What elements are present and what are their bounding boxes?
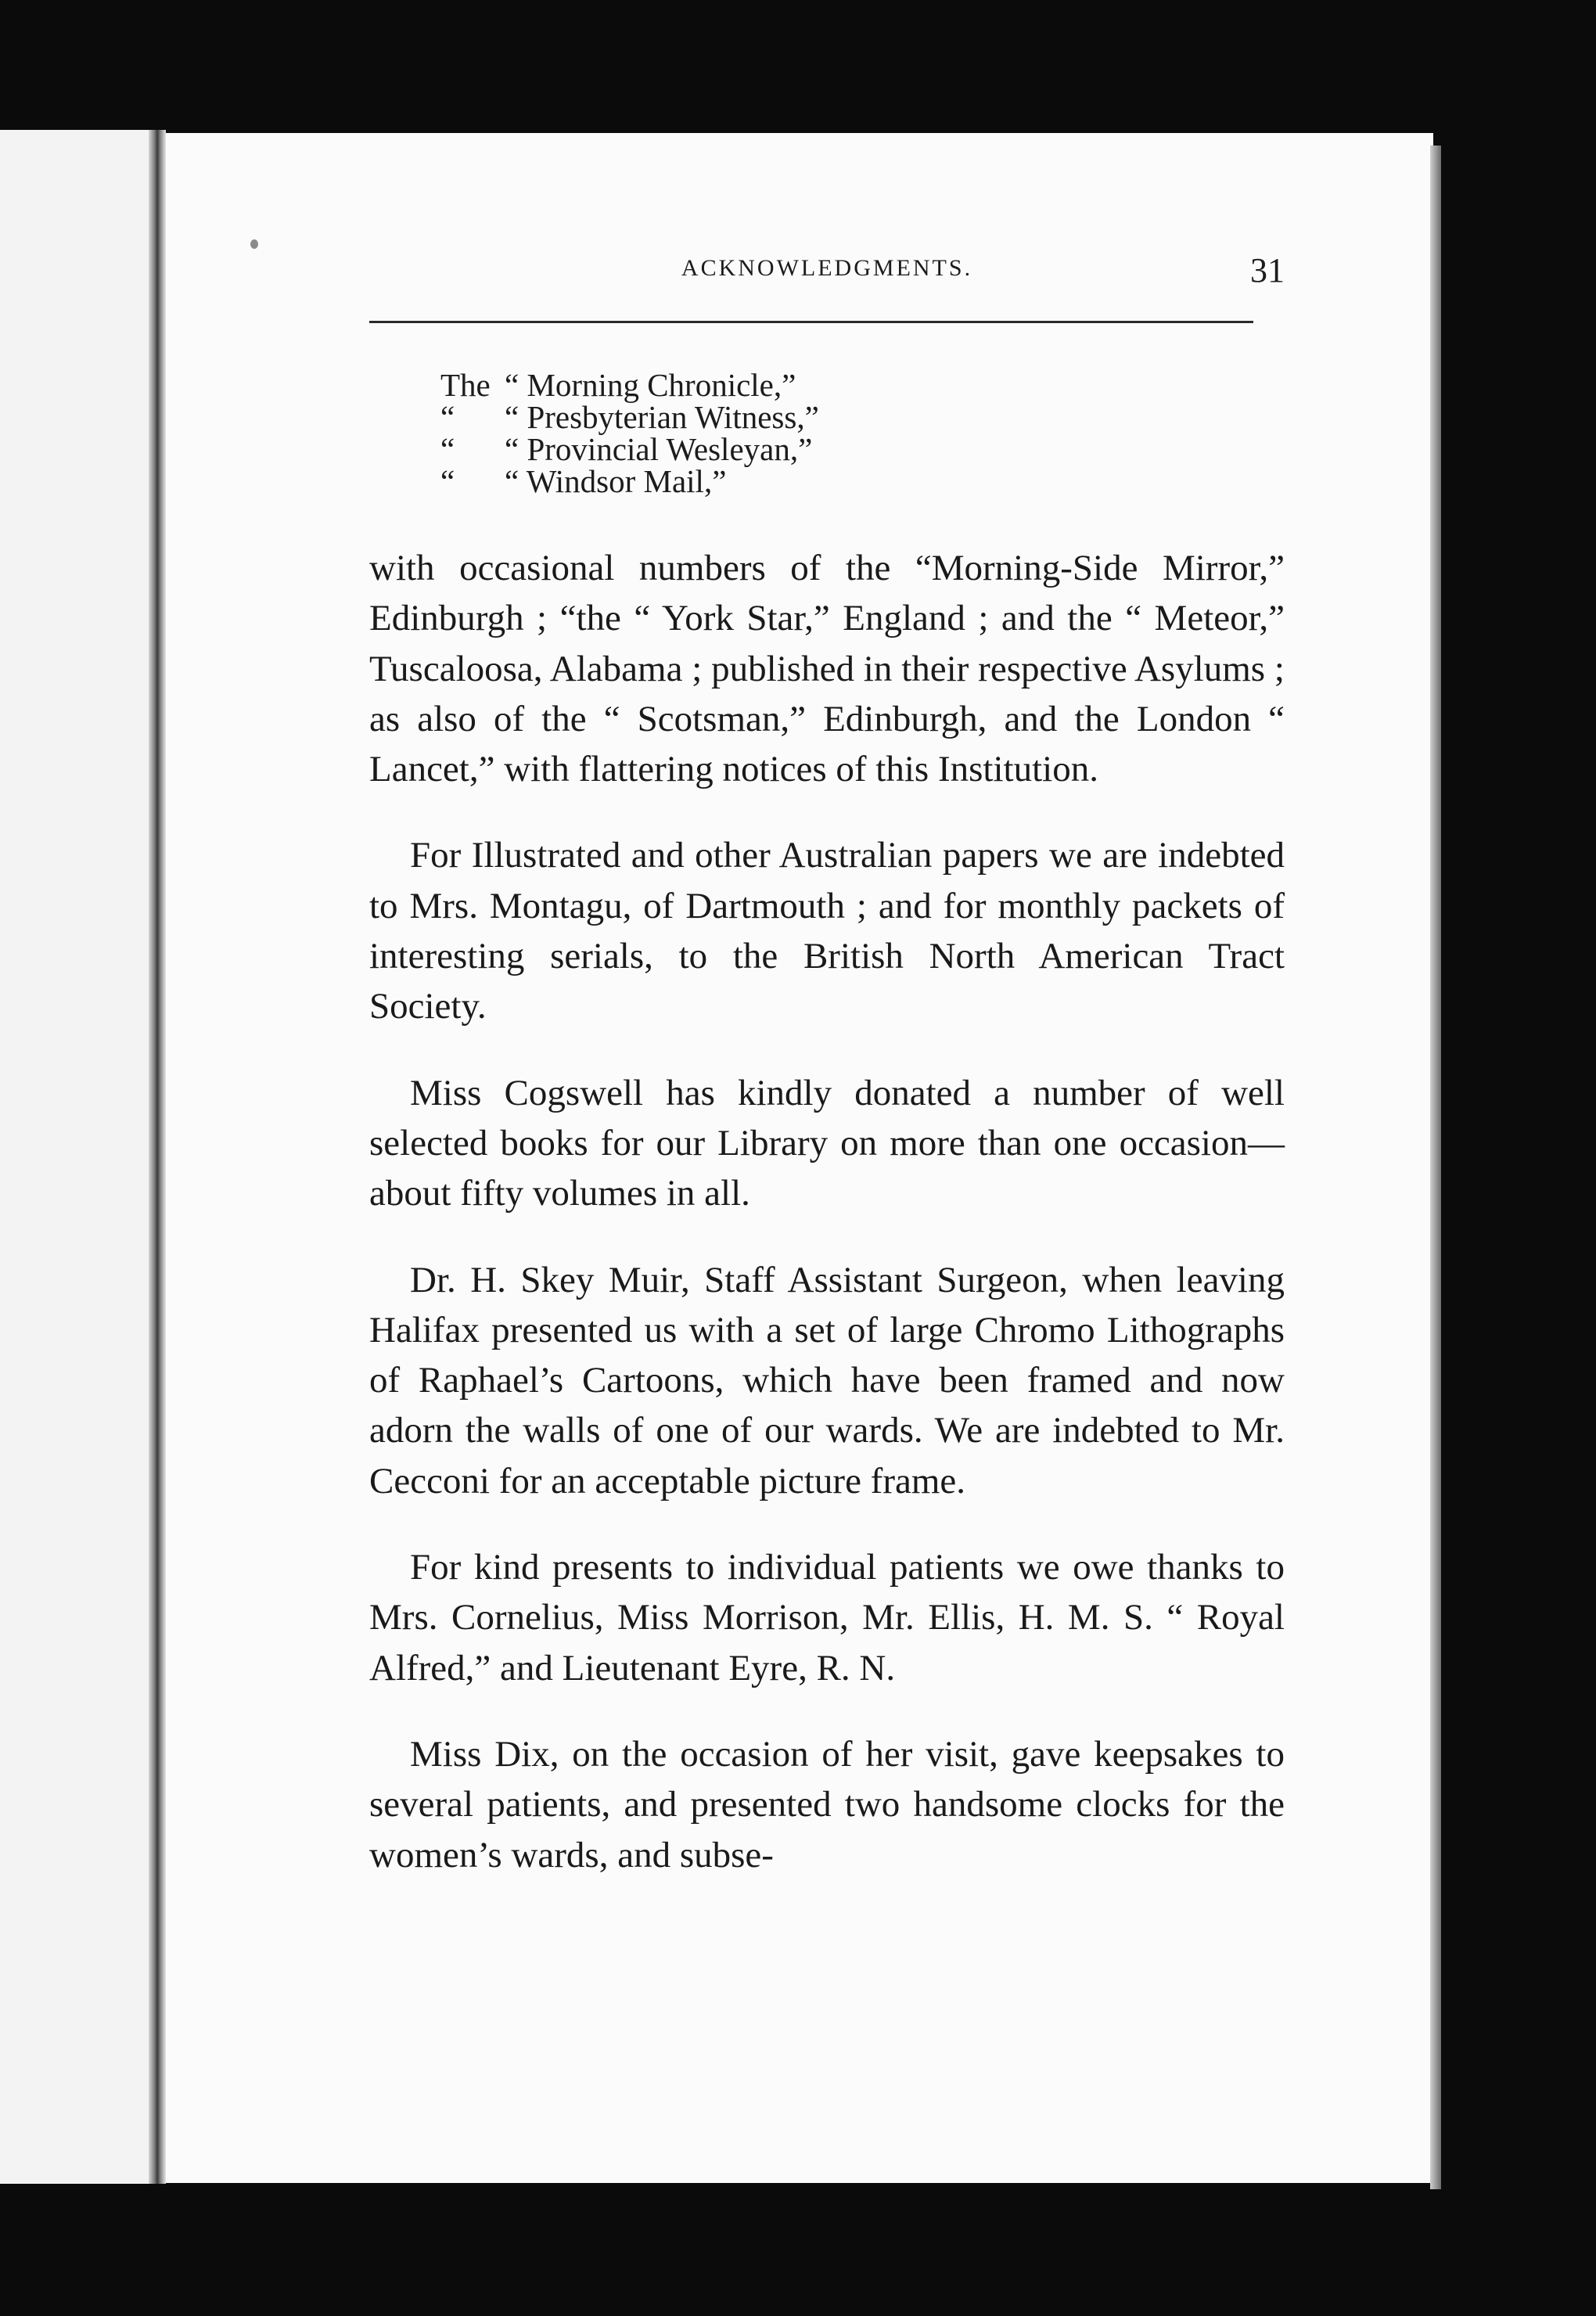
list-lead: “ <box>440 399 455 435</box>
list-item <box>440 369 819 401</box>
list-lead: The <box>440 367 491 403</box>
paragraph: Miss Dix, on the occasion of her visit, gave keepsakes to several patients, and presented two handsome clocks for the women’s wards, and subse- <box>369 1733 1285 1875</box>
newspaper-list <box>440 369 819 498</box>
paragraph: Dr. H. Skey Muir, Staff Assistant Surgeon, when leaving Halifax presented us with a set of large Chromo Lithographs of Raphael’s Cartoons, which have been framed and now adorn the walls of one of our wards. We are indebted to Mr. Cecconi for an acceptable picture frame. <box>369 1259 1285 1501</box>
list-item <box>440 433 819 466</box>
paragraph: For kind presents to individual patients we owe thanks to Mrs. Cornelius, Miss Morrison, Mr. Ellis, H. M. S. “ Royal Alfred,” and Lieutenant Eyre, R. N. <box>369 1547 1285 1688</box>
list-item <box>440 401 819 433</box>
list-text: “ Windsor Mail,” <box>505 463 727 499</box>
page-number: 31 <box>1250 251 1285 290</box>
list-item <box>440 463 819 499</box>
paragraph-continuation: with occasional numbers of the “Morning-Side Mirror,” Edinburgh ; “the “ York Star,” England ; and the “ Meteor,” Tuscaloosa, Alabama ; published in their respective Asylums ; as also of the “ Scotsman,” Edinburgh, and the London “ Lancet,” with flattering notices of this Institution. <box>369 548 1285 790</box>
page-edge-shadow <box>1430 146 1441 2189</box>
scan-speck <box>250 239 258 249</box>
list-lead: “ <box>440 431 455 467</box>
list-text: “ Presbyterian Witness,” <box>505 399 819 435</box>
list-lead: “ <box>440 463 455 499</box>
header-rule <box>369 321 1253 323</box>
list-text: “ Morning Chronicle,” <box>505 367 796 403</box>
list-text: “ Provincial Wesleyan,” <box>505 431 813 467</box>
body-text <box>369 543 1285 1916</box>
facing-page-edge <box>0 130 160 2184</box>
paragraph: Miss Cogswell has kindly donated a number of well selected books for our Library on more than one occasion—about fifty volumes in all. <box>369 1072 1285 1214</box>
running-title: ACKNOWLEDGMENTS. <box>681 255 973 281</box>
running-head <box>369 250 1285 297</box>
paragraph: For Illustrated and other Australian papers we are indebted to Mrs. Montagu, of Dartmouth ; and for monthly packets of interesting serials, to the British North American Tract Society. <box>369 835 1285 1027</box>
book-gutter <box>149 130 166 2184</box>
